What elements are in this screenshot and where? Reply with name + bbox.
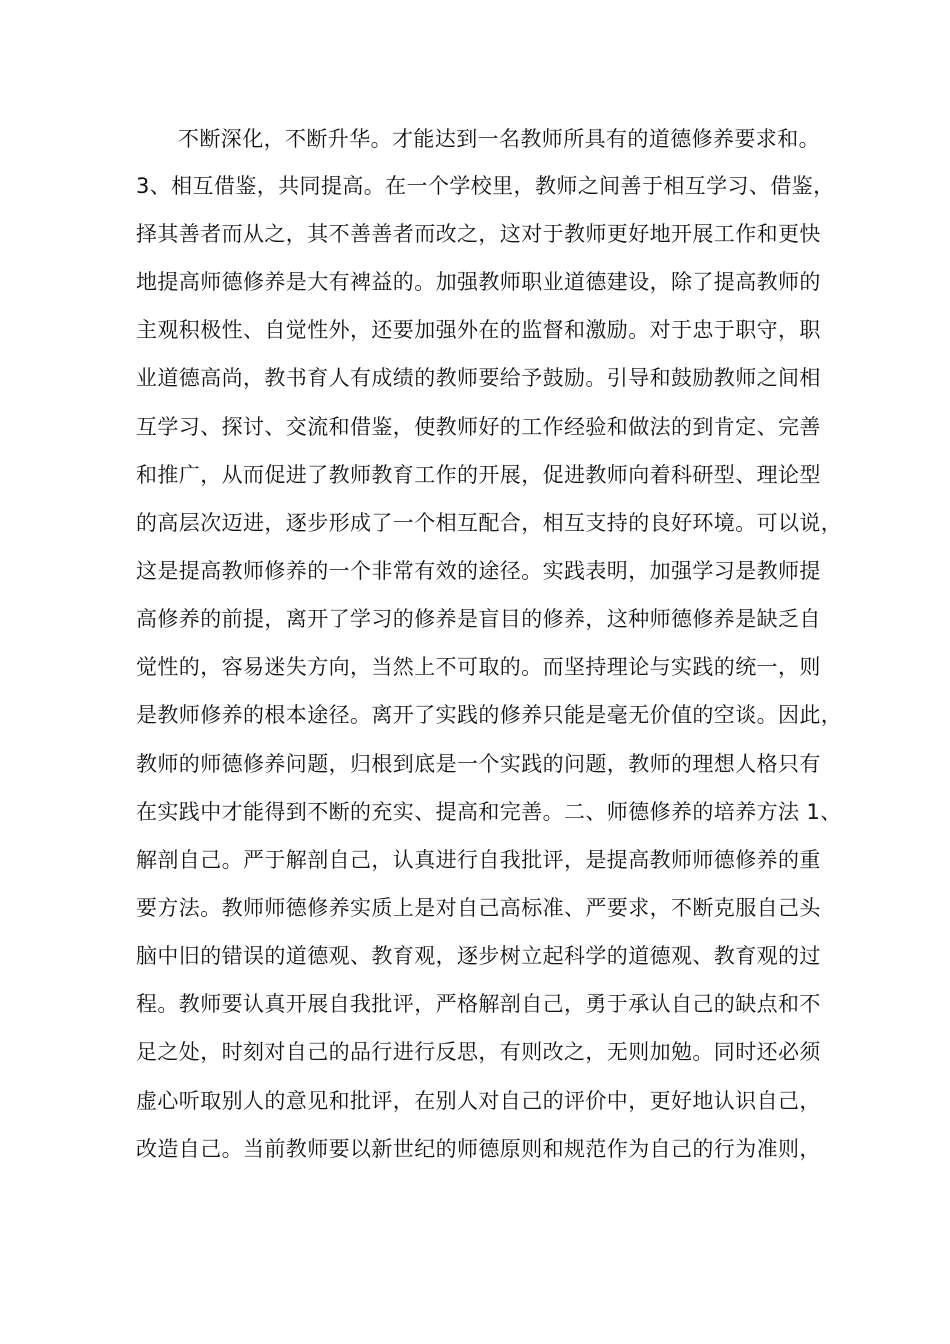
paragraph-line: 高修养的前提，离开了学习的修养是盲目的修养，这种师德修养是缺乏自 <box>136 607 821 631</box>
paragraph-line: 改造自己。当前教师要以新世纪的师德原则和规范作为自己的行为准则， <box>136 1137 821 1161</box>
paragraph-line: 是教师修养的根本途径。离开了实践的修养只能是毫无价值的空谈。因此， <box>136 703 843 727</box>
paragraph-line: 的高层次迈进，逐步形成了一个相互配合，相互支持的良好环境。可以说， <box>136 511 843 535</box>
paragraph-line: 觉性的，容易迷失方向，当然上不可取的。而坚持理论与实践的统一，则 <box>136 655 821 679</box>
paragraph-line: 互学习、探讨、交流和借鉴，使教师好的工作经验和做法的到肯定、完善 <box>136 415 821 439</box>
paragraph-line: 主观积极性、自觉性外，还要加强外在的监督和激励。对于忠于职守，职 <box>136 318 821 342</box>
paragraph-line: 虚心听取别人的意见和批评，在别人对自己的评价中，更好地认识自己， <box>136 1089 821 1113</box>
paragraph-line: 解剖自己。严于解剖自己，认真进行自我批评，是提高教师师德修养的重 <box>136 848 821 872</box>
paragraph-line: 择其善者而从之，其不善善者而改之，这对于教师更好地开展工作和更快 <box>136 222 821 246</box>
paragraph-line: 教师的师德修养问题，归根到底是一个实践的问题，教师的理想人格只有 <box>136 752 821 776</box>
paragraph-line: 程。教师要认真开展自我批评，严格解剖自己，勇于承认自己的缺点和不 <box>136 992 821 1016</box>
paragraph-line: 和推广，从而促进了教师教育工作的开展，促进教师向着科研型、理论型 <box>136 463 821 487</box>
paragraph-line: 地提高师德修养是大有裨益的。加强教师职业道德建设，除了提高教师的 <box>136 270 821 294</box>
paragraph-line: 脑中旧的错误的道德观、教育观，逐步树立起科学的道德观、教育观的过 <box>136 944 821 968</box>
paragraph-line: 业道德高尚，教书育人有成绩的教师要给予鼓励。引导和鼓励教师之间相 <box>136 366 821 390</box>
paragraph-line: 要方法。教师师德修养实质上是对自己高标准、严要求，不断克服自己头 <box>136 896 821 920</box>
paragraph-line: 3、相互借鉴，共同提高。在一个学校里，教师之间善于相互学习、借鉴， <box>136 174 835 198</box>
paragraph-line: 足之处，时刻对自己的品行进行反思，有则改之，无则加勉。同时还必须 <box>136 1040 821 1064</box>
paragraph-line: 不断深化，不断升华。才能达到一名教师所具有的道德修养要求和。 <box>178 127 820 151</box>
paragraph-line: 在实践中才能得到不断的充实、提高和完善。二、师德修养的培养方法 1、 <box>136 800 842 824</box>
paragraph-line: 这是提高教师修养的一个非常有效的途径。实践表明，加强学习是教师提 <box>136 559 821 583</box>
